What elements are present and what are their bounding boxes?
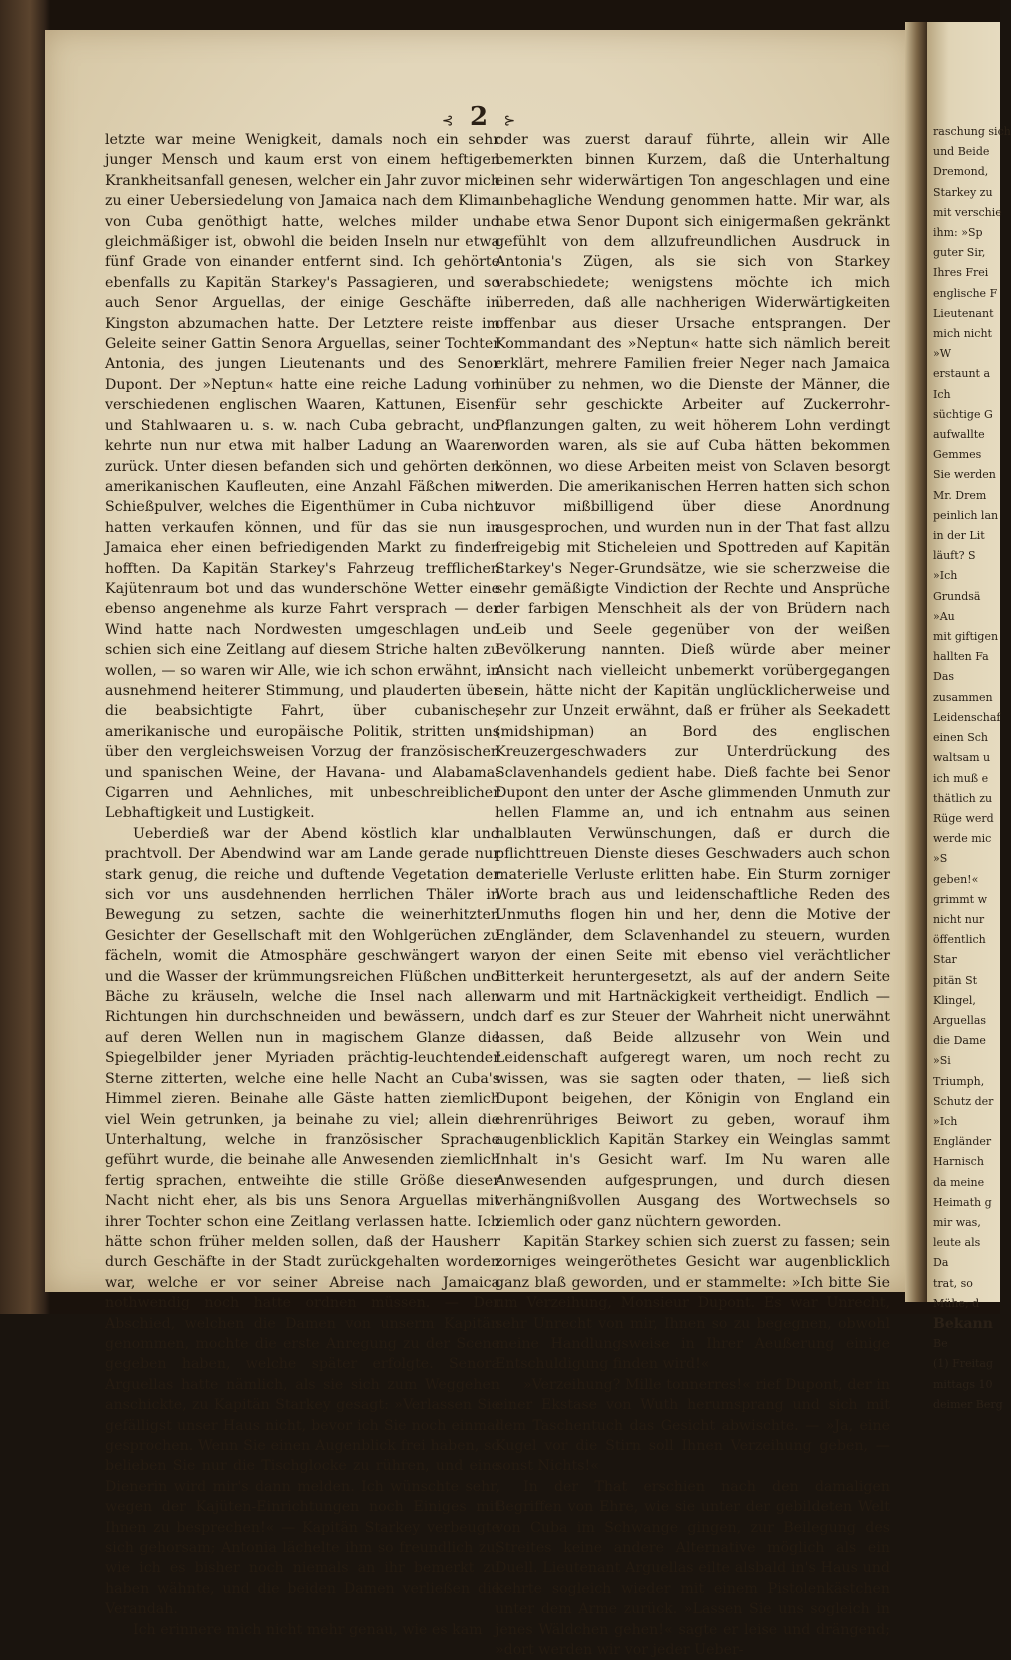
next-page-line: leute als xyxy=(933,1236,981,1250)
next-page-fragments xyxy=(927,22,1011,1415)
next-page-line: Arguellas xyxy=(933,1013,987,1027)
next-page-line: Dremond, xyxy=(933,165,989,179)
next-page-line: aufwallte xyxy=(933,428,985,442)
next-page-line: waltsam u xyxy=(933,751,991,765)
next-page-line: öffentlich xyxy=(933,933,986,947)
page-header xyxy=(45,102,913,132)
next-page-line: Mühe; d xyxy=(933,1296,980,1310)
header-ornament-left: ⊰ xyxy=(441,113,455,129)
next-page-line: Gemmes xyxy=(933,448,982,462)
next-page-line: »Ich xyxy=(933,1114,958,1128)
next-page-line: läuft? S xyxy=(933,549,976,563)
next-page-line: pitän St xyxy=(933,973,978,987)
paragraph: »Verzeihung? Mille tonnerres!« rief Dupont, der in einer Ekstase von Wuth herumsprang und sich mit dem Taschentuch das Gesicht abwischte. — »Ja, eine Kugel vor die Stirn soll Ihnen Verzeihung geben, — sonst Nichts!« xyxy=(495,1376,890,1475)
paragraph: letzte war meine Wenigkeit, damals noch ein sehr junger Mensch und kaum erst von einem heftigen Krankheitsanfall genesen, welcher ein Jahr zuvor mich zu einer Uebersiedelung von Jamaica nach dem Klima von Cuba genöthigt hatte, welches milder und gleichmäßiger ist, obwohl die beiden Inseln nur etwa fünf Grade von einander entfernt sind. Ich gehörte ebenfalls zu Kapitän Starkey's Passagieren, und so auch Senor Arguellas, der einige Geschäfte in Kingston abzumachen hatte. Der Letztere reiste im Geleite seiner Gattin Senora Arguellas, seiner Tochter Antonia, des jungen Lieutenants und des Senor Dupont. Der »Neptun« hatte eine reiche Ladung von verschiedenen englischen Waaren, Kattunen, Eisen- und Stahlwaaren u. s. w. nach Cuba gebracht, und kehrte nun nur etwa mit halber Ladung an Waaren zurück. Unter diesen befanden sich und gehörten den amerikanischen Kaufleuten, eine Anzahl Fäßchen mit Schießpulver, welches die Eigenthümer in Cuba nicht hatten verkaufen können, und für das sie nun in Jamaica eher einen befriedigenden Markt zu finden hofften. Da Kapitän Starkey's Fahrzeug trefflichen Kajütenraum bot und das wunderschöne Wetter eine ebenso angenehme als kurze Fahrt versprach — der Wind hatte nach Nordwesten umgeschlagen und schien sich eine Zeitlang auf diesem Striche halten zu wollen, — so waren wir Alle, wie ich schon erwähnt, in ausnehmend heiterer Stimmung, und plauderten über die beabsichtigte Fahrt, über cubanische, amerikanische und europäische Politik, stritten uns über den vergleichsweisen Vorzug der französischen und spanischen Weine, der Havana- und Alabama-Cigarren und Aehnliches, mit unbeschreiblicher Lebhaftigkeit und Lustigkeit. xyxy=(105,132,500,822)
next-page-line: (1) Freitag xyxy=(933,1357,994,1371)
next-page-line: ihm: »Sp xyxy=(933,226,983,240)
next-page-line: thätlich zu xyxy=(933,791,993,805)
next-page-line: Da xyxy=(933,1256,949,1270)
next-page-line: grimmt w xyxy=(933,892,988,906)
next-page-line: Das xyxy=(933,670,955,684)
paragraph: Ich erinnere mich nicht mehr genau, wie es kam xyxy=(133,1621,483,1638)
next-page-line: mir was, xyxy=(933,1215,981,1229)
next-page-line: Klingel, xyxy=(933,993,976,1007)
next-page-line: Schutz der xyxy=(933,1094,994,1108)
book-page xyxy=(45,30,913,1659)
next-page-line: Leidenschaf xyxy=(933,710,1001,724)
book-gutter xyxy=(905,22,927,1302)
next-page-line: »Ich xyxy=(933,569,958,583)
next-page-line: und Beide xyxy=(933,145,990,159)
next-page-line: mit giftigen xyxy=(933,630,999,644)
next-page-line: »S xyxy=(933,852,948,866)
next-page-line: Grundsä xyxy=(933,589,981,603)
next-page-line: hallten Fa xyxy=(933,650,989,664)
next-page-line: »Au xyxy=(933,609,955,623)
next-page-edge xyxy=(927,22,1011,1411)
next-page-line: Engländer xyxy=(933,1135,992,1149)
next-page-line: die Dame xyxy=(933,1034,986,1048)
next-page-line: mich nicht xyxy=(933,327,992,341)
next-page-line: Rüge werd xyxy=(933,811,994,825)
next-page-line: englische F xyxy=(933,286,998,300)
next-page-line: deimer Berg xyxy=(933,1397,1003,1411)
next-page-line: »W xyxy=(933,347,952,361)
paragraph: Ueberdieß war der Abend köstlich klar und prachtvoll. Der Abendwind war am Lande gerade nur stark genug, die reiche und duftende Vegetation der sich vor uns ausdehnenden herrlichen Thäler in Bewegung zu setzen, sachte die weinerhitzten Gesichter der Gesellschaft mit den Wohlgerüchen zu fächeln, womit die Atmosphäre geschwängert war, und die Wasser der krümmungsreichen Flüßchen und Bäche zu kräuseln, welche die Insel nach allen Richtungen hin durchschneiden und bewässern, und auf deren Wellen nun in magischem Glanze die Spiegelbilder jener Myriaden prächtig-leuchtender Sterne zitterten, welche eine helle Nacht an Cuba's Himmel zieren. Beinahe alle Gäste hatten ziemlich viel Wein getrunken, ja beinahe zu viel; allein die Unterhaltung, welche in französischer Sprache geführt wurde, die beinahe alle Anwesenden ziemlich fertig sprachen, entweihte die stille Größe dieser Nacht nicht eher, als bis uns Senora Arguellas mit ihrer Tochter schon eine Zeitlang verlassen hatte. Ich hätte schon früher melden sollen, daß der Hausherr durch Geschäfte in der Stadt zurückgehalten worden war, welche er vor seiner Abreise nach Jamaica nothwendig noch hatte ordnen müssen. — Der Abschied, welchen die Damen von unserm Kapitän genommen, mochte die erste Anregung zu der Scene gegeben haben, welche später erfolgte. Senora Arguellas hatte nämlich, als sie sich zum Weggehen anschickte, zu Kapitän Starkey gesagt: »Verlassen Sie gefälligst unser Haus nicht, bevor ich Sie noch einmal gesprochen. Wenn Sie einen Augenblick frei haben, so belieben Sie nur die Tischglocke zu rühren, und eine Dienerin wird mir's dann melden. Ich wünschte sehr, wegen der Kajüten-Einrichtungen noch Einiges mit Ihnen zu besprechen!« — Kapitän Starkey verbeugte sich gehorsam; Antonia lächelte ihm so freundlich zu, wie ich es bisher noch niemals an ihr bemerkt zu haben wähnte, und die beiden Damen verließen die Verandah. xyxy=(105,825,500,1618)
next-page-line: einen Sch xyxy=(933,731,988,745)
next-page-line: Starkey zu xyxy=(933,185,993,199)
right-column xyxy=(495,130,890,1660)
next-page-line: nicht nur xyxy=(933,912,985,926)
next-page-line: Lieutenant xyxy=(933,306,994,320)
next-page-line: raschung sich xyxy=(933,125,1011,138)
next-page-line: peinlich lan xyxy=(933,508,999,522)
next-page-line: Harnisch xyxy=(933,1155,984,1169)
header-ornament-right: ⊱ xyxy=(503,113,517,129)
next-page-line: geben!« xyxy=(933,872,979,886)
page-number: 2 xyxy=(469,102,489,132)
next-page-line: mittags 10 xyxy=(933,1377,993,1391)
next-page-line: süchtige G xyxy=(933,407,993,421)
next-page-line: in der Lit xyxy=(933,529,985,543)
next-page-line: mit verschie xyxy=(933,205,1002,219)
next-page-line: Sie werden xyxy=(933,468,996,482)
left-column xyxy=(105,130,500,1640)
next-page-line: Star xyxy=(933,953,957,967)
next-page-line: zusammen xyxy=(933,690,993,704)
next-page-line: Ich xyxy=(933,387,951,401)
next-page-line: Heimath g xyxy=(933,1195,992,1209)
next-page-line: Ihres Frei xyxy=(933,266,989,280)
paragraph: In der That erschien nach den damaligen Begriffen von Ehre, wie sie unter der gebildeten Welt von Cuba im Schwange gingen, zur Beilegung des Streites keine andere Alternative möglich als ein Duell. Lieutenant Arguellas eilte alsbald in's Haus und kehrte sogleich wieder mit einem Pistolenkästchen unter dem Arme zurück. »Lassen Sie uns sogleich in jenes Wäldchen gehen!« sagte er leise und drängend; »dort werden wir vor jeder Ueber- xyxy=(495,1478,890,1659)
next-page-line: Be xyxy=(933,1337,948,1351)
next-page-line: Bekann xyxy=(933,1315,993,1332)
next-page-line: werde mic xyxy=(933,832,992,846)
next-page-line: Triumph, xyxy=(933,1074,985,1088)
next-page-line: ich muß e xyxy=(933,771,989,785)
next-page-line: erstaunt a xyxy=(933,367,991,381)
next-page-line: Mr. Drem xyxy=(933,488,987,502)
paragraph: oder was zuerst darauf führte, allein wir Alle bemerkten binnen Kurzem, daß die Unterhaltung einen sehr widerwärtigen Ton angeschlagen und eine unbehagliche Wendung genommen hatte. Mir war, als habe etwa Senor Dupont sich einigermaßen gekränkt gefühlt von dem allzufreundlichen Ausdruck in Antonia's Zügen, als sie sich von Starkey verabschiedete; wenigstens möchte ich mich überreden, daß alle nachherigen Widerwärtigkeiten offenbar aus dieser Ursache entsprangen. Der Kommandant des »Neptun« hatte sich nämlich bereit erklärt, mehrere Familien freier Neger nach Jamaica hinüber zu nehmen, wo die Dienste der Männer, die für sehr geschickte Arbeiter auf Zuckerrohr-Pflanzungen galten, zu weit höherem Lohn verdingt worden waren, als sie auf Cuba hätten bekommen können, wo diese Arbeiten meist von Sclaven besorgt werden. Die amerikanischen Herren hatten sich schon zuvor mißbilligend über diese Anordnung ausgesprochen, und wurden nun in der That fast allzu freigebig mit Sticheleien und Spottreden auf Kapitän Starkey's Neger-Grundsätze, wie sie scherzweise die sehr gemäßigte Vindiction der Rechte und Ansprüche der farbigen Menschheit als der von Brüdern nach Leib und Seele gegenüber von der weißen Bevölkerung nannten. Dieß würde aber meiner Ansicht nach vielleicht unbemerkt vorübergegangen sein, hätte nicht der Kapitän unglücklicherweise und sehr zur Unzeit erwähnt, daß er früher als Seekadett (midshipman) an Bord des englischen Kreuzergeschwaders zur Unterdrückung des Sclavenhandels gedient habe. Dieß fachte bei Senor Dupont den unter der Asche glimmenden Unmuth zur hellen Flamme an, und ich entnahm aus seinen halblauten Verwünschungen, daß er durch die pflichttreuen Dienste dieses Geschwaders auch schon materielle Verluste erlitten habe. Ein Sturm zorniger Worte brach aus und leidenschaftliche Reden des Unmuths flogen hin und her, denn die Motive der Engländer, dem Sclavenhandel zu steuern, wurden von der einen Seite mit ebenso viel verächtlicher Bitterkeit heruntergesetzt, als auf der andern Seite warm und mit Hartnäckigkeit vertheidigt. Endlich — ich darf es zur Steuer der Wahrheit nicht unerwähnt lassen, daß Beide allzusehr von Wein und Leidenschaft aufgeregt waren, um noch recht zu wissen, was sie sagten oder thaten, — ließ sich Dupont beigehen, der Königin von England ein ehrenrühriges Beiwort zu geben, worauf ihm augenblicklich Kapitän Starkey ein Weinglas sammt Inhalt in's Gesicht warf. Im Nu waren alle Anwesenden aufgesprungen, und durch diesen verhängnißvollen Ausgang des Wortwechsels so ziemlich oder ganz nüchtern geworden. xyxy=(495,132,890,1230)
next-page-line: »Si xyxy=(933,1054,951,1068)
next-page-line: trat, so xyxy=(933,1276,973,1290)
next-page-line: da meine xyxy=(933,1175,985,1189)
next-page-line: guter Sir, xyxy=(933,246,986,260)
paragraph: Kapitän Starkey schien sich zuerst zu fassen; sein zorniges weingeröthetes Gesicht war augenblicklich ganz blaß geworden, und er stammelte: »Ich bitte Sie um Verzeihung, Monsieur Dupont. Es war Unrecht, sehr Unrecht von mir, Ihnen so zu begegnen, obwohl meine Handlungsweise in Ihrer Aeußerung einige Entschuldigung finden wird!« xyxy=(495,1233,890,1373)
